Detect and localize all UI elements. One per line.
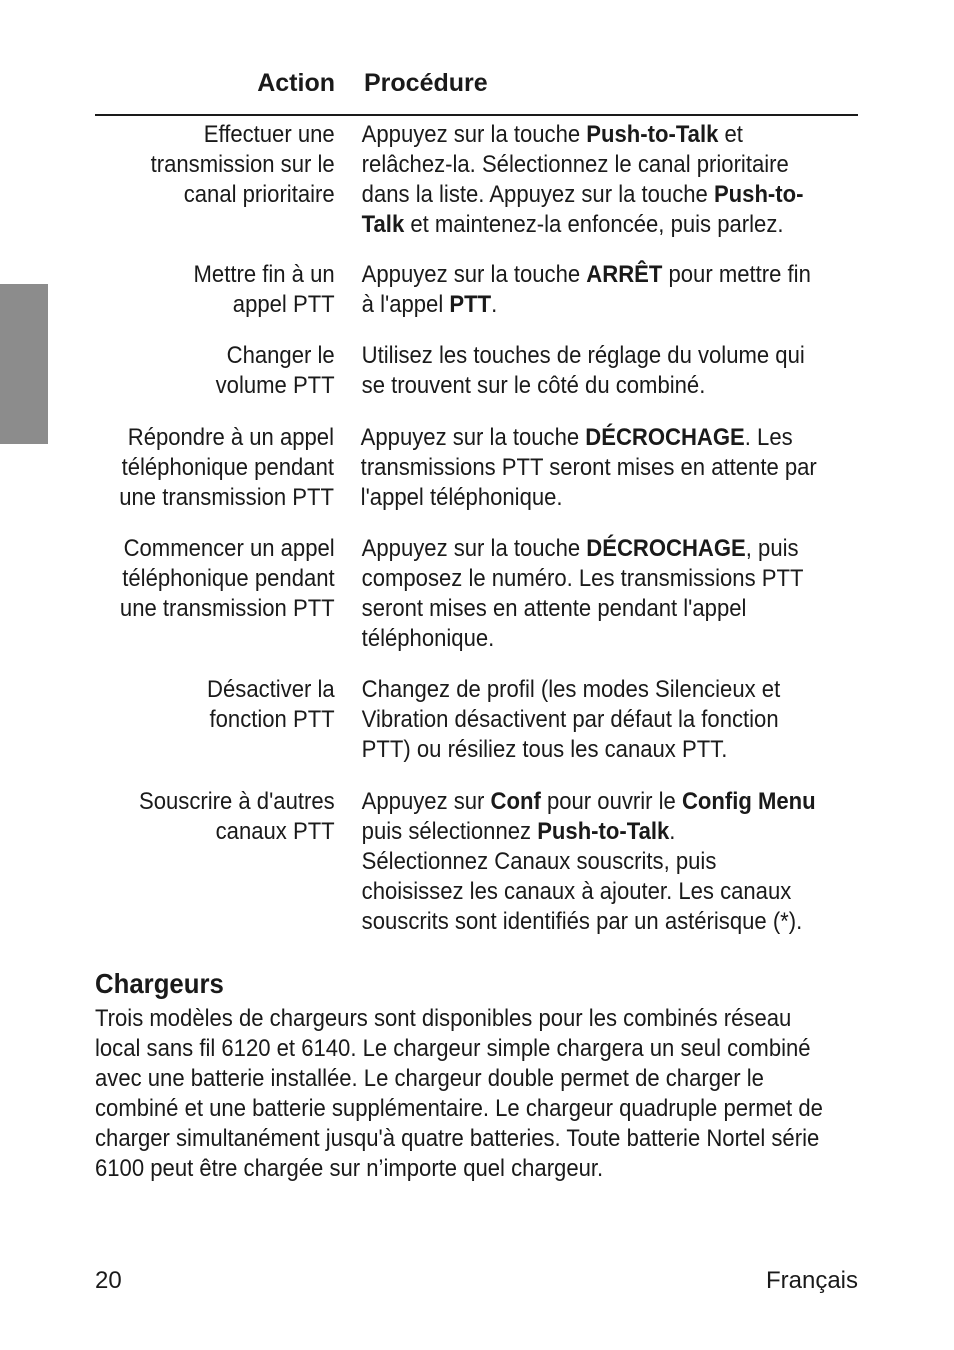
procedure-line bbox=[361, 341, 816, 371]
text-segment: . bbox=[668, 818, 676, 845]
paragraph-line: Trois modèles de chargeurs sont disponibles pour les combinés réseau bbox=[95, 1005, 792, 1032]
page-number: 20 bbox=[95, 1267, 122, 1294]
paragraph-line: local sans fil 6120 et 6140. Le chargeur simple chargera un seul combiné bbox=[95, 1035, 811, 1062]
action-line: canaux PTT bbox=[215, 818, 335, 845]
table-row bbox=[95, 260, 858, 320]
procedure-line bbox=[361, 847, 816, 877]
text-segment: Changez de profil (les modes Silencieux et bbox=[361, 676, 780, 703]
text-segment: PTT) ou résiliez tous les canaux PTT. bbox=[361, 736, 728, 763]
procedure-cell bbox=[335, 260, 816, 320]
bold-term: Config Menu bbox=[681, 788, 816, 815]
bold-term: DÉCROCHAGE bbox=[585, 535, 746, 562]
procedure-cell bbox=[335, 787, 816, 937]
text-segment: pour ouvrir le bbox=[540, 788, 682, 815]
action-line: volume PTT bbox=[215, 372, 335, 399]
action-line: canal prioritaire bbox=[183, 181, 335, 208]
procedure-table bbox=[95, 66, 858, 935]
text-segment: Appuyez sur la touche bbox=[361, 535, 586, 562]
action-cell bbox=[114, 787, 334, 937]
text-segment: pour mettre fin bbox=[662, 261, 811, 288]
bold-term: Talk bbox=[361, 211, 404, 238]
table-row bbox=[95, 534, 858, 654]
text-segment: Sélectionnez Canaux souscrits, puis bbox=[361, 848, 717, 875]
action-line: Répondre à un appel bbox=[127, 424, 334, 451]
procedure-line bbox=[361, 735, 816, 765]
text-segment: Appuyez sur la touche bbox=[361, 261, 586, 288]
text-segment: Vibration désactivent par défaut la fonction bbox=[361, 706, 779, 733]
action-line: transmission sur le bbox=[150, 151, 335, 178]
text-segment: Appuyez sur bbox=[361, 788, 491, 815]
text-segment: relâchez-la. Sélectionnez le canal prioritaire bbox=[361, 151, 789, 178]
procedure-line bbox=[361, 675, 816, 705]
procedure-cell bbox=[334, 423, 816, 513]
text-segment: choisissez les canaux à ajouter. Les canaux bbox=[361, 878, 791, 905]
procedure-line bbox=[361, 423, 816, 453]
procedure-line bbox=[361, 120, 816, 150]
procedure-line bbox=[361, 787, 816, 817]
text-segment: dans la liste. Appuyez sur la touche bbox=[361, 181, 714, 208]
procedure-line bbox=[361, 564, 816, 594]
bold-term: Push-to-Talk bbox=[536, 818, 669, 845]
procedure-cell bbox=[335, 534, 816, 654]
action-cell bbox=[114, 423, 334, 513]
paragraph-line: combiné et une batterie supplémentaire. Le chargeur quadruple permet de bbox=[95, 1095, 823, 1122]
text-segment: . bbox=[490, 291, 497, 318]
text-segment: transmissions PTT seront mises en attente par bbox=[360, 454, 817, 481]
paragraph-line: avec une batterie installée. Le chargeur double permet de charger le bbox=[95, 1065, 764, 1092]
procedure-line bbox=[361, 624, 816, 654]
procedure-cell bbox=[335, 341, 816, 401]
action-cell bbox=[114, 120, 334, 240]
action-line: Commencer un appel bbox=[123, 535, 335, 562]
table-row bbox=[95, 120, 858, 240]
action-line: appel PTT bbox=[232, 291, 335, 318]
action-cell bbox=[114, 341, 334, 401]
action-cell bbox=[114, 675, 334, 765]
procedure-line bbox=[361, 907, 816, 937]
action-line: téléphonique pendant bbox=[121, 454, 334, 481]
procedure-line bbox=[361, 877, 816, 907]
bold-term: DÉCROCHAGE bbox=[585, 424, 745, 451]
text-segment: Appuyez sur la touche bbox=[360, 424, 586, 451]
procedure-line bbox=[361, 483, 816, 513]
procedure-line bbox=[361, 180, 816, 210]
procedure-line bbox=[361, 290, 816, 320]
text-segment: seront mises en attente pendant l'appel bbox=[361, 595, 747, 622]
bold-term: Conf bbox=[490, 788, 541, 815]
procedure-cell bbox=[335, 675, 816, 765]
procedure-line bbox=[361, 534, 816, 564]
action-line: Changer le bbox=[226, 342, 335, 369]
header-procedure: Procédure bbox=[364, 69, 488, 97]
procedure-cell bbox=[335, 120, 816, 240]
text-segment: l'appel téléphonique. bbox=[360, 484, 563, 511]
bold-term: Push-to- bbox=[713, 181, 804, 208]
text-segment: souscrits sont identifiés par un astérisque (*). bbox=[361, 908, 802, 935]
bold-term: PTT bbox=[449, 291, 491, 318]
text-segment: composez le numéro. Les transmissions PTT bbox=[361, 565, 804, 592]
table-row bbox=[95, 341, 858, 401]
text-segment: téléphonique. bbox=[361, 625, 494, 652]
action-line: Effectuer une bbox=[203, 121, 335, 148]
procedure-line bbox=[361, 705, 816, 735]
section-title: Chargeurs bbox=[95, 968, 224, 999]
bold-term: Push-to-Talk bbox=[585, 121, 719, 148]
action-line: Souscrire à d'autres bbox=[138, 788, 335, 815]
table-row bbox=[95, 675, 858, 765]
text-segment: , puis bbox=[745, 535, 799, 562]
bold-term: ARRÊT bbox=[585, 261, 663, 288]
side-thumb-tab bbox=[0, 284, 48, 444]
procedure-line bbox=[361, 260, 816, 290]
text-segment: puis sélectionnez bbox=[361, 818, 537, 845]
procedure-line bbox=[361, 371, 816, 401]
text-segment: Utilisez les touches de réglage du volume qui bbox=[361, 342, 805, 369]
procedure-line bbox=[361, 453, 816, 483]
text-segment: et maintenez-la enfoncée, puis parlez. bbox=[403, 211, 784, 238]
procedure-line bbox=[361, 210, 816, 240]
table-header bbox=[95, 66, 858, 116]
procedure-line bbox=[361, 817, 816, 847]
section-body bbox=[95, 1004, 831, 1184]
header-action: Action bbox=[257, 69, 335, 97]
action-line: Mettre fin à un bbox=[193, 261, 335, 288]
procedure-line bbox=[361, 594, 816, 624]
text-segment: . Les bbox=[744, 424, 793, 451]
text-segment: Appuyez sur la touche bbox=[361, 121, 586, 148]
text-segment: se trouvent sur le côté du combiné. bbox=[361, 372, 706, 399]
text-segment: et bbox=[718, 121, 743, 148]
paragraph-line: 6100 peut être chargée sur n’importe quel chargeur. bbox=[95, 1155, 604, 1182]
action-line: une transmission PTT bbox=[119, 484, 335, 511]
action-line: téléphonique pendant bbox=[122, 565, 335, 592]
action-cell bbox=[114, 534, 334, 654]
action-cell bbox=[114, 260, 334, 320]
footer-language: Français bbox=[765, 1267, 858, 1294]
action-line: une transmission PTT bbox=[119, 595, 335, 622]
action-line: fonction PTT bbox=[209, 706, 335, 733]
text-segment: à l'appel bbox=[361, 291, 450, 318]
paragraph-line: charger simultanément jusqu'à quatre batteries. Toute batterie Nortel série bbox=[95, 1125, 820, 1152]
action-line: Désactiver la bbox=[207, 676, 335, 703]
table-row bbox=[95, 423, 858, 513]
table-row bbox=[95, 787, 858, 937]
procedure-line bbox=[361, 150, 816, 180]
